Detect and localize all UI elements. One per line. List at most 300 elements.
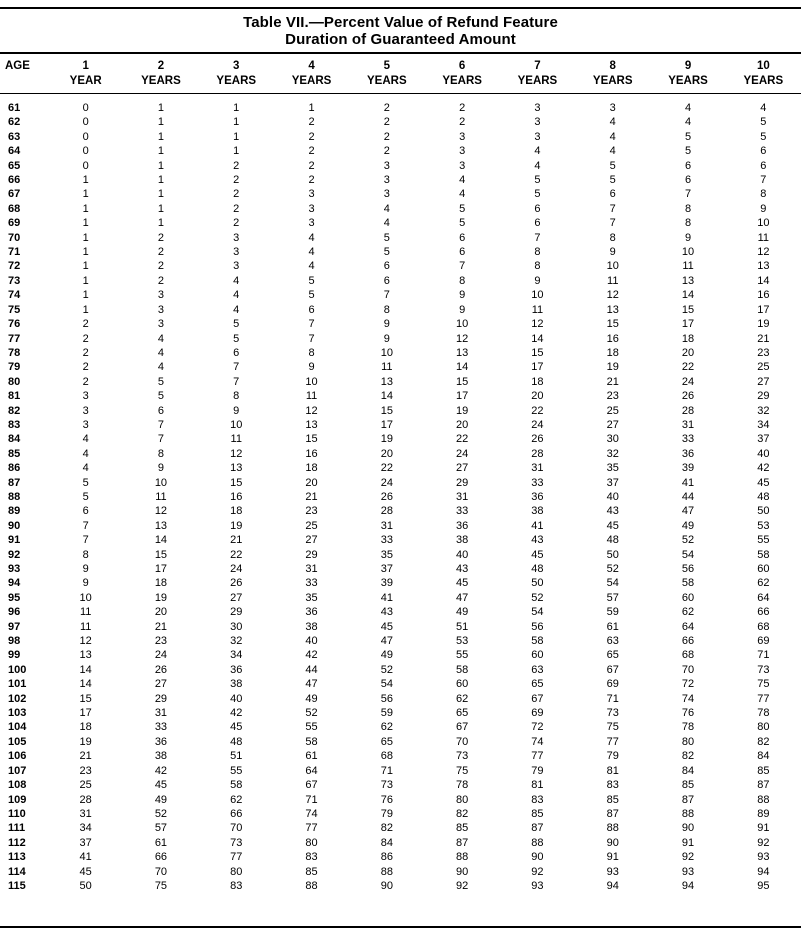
value-cell: 2 (383, 102, 390, 114)
table-row (0, 418, 801, 432)
value-cell: 1 (82, 289, 89, 302)
table-row (0, 274, 801, 288)
age-cell: 65 (8, 159, 21, 172)
value-cell: 5 (684, 145, 692, 158)
value-cell: 17 (380, 418, 393, 431)
column-header-number: 3 (233, 59, 240, 72)
value-cell: 6 (760, 145, 767, 158)
column-header-unit: YEARS (743, 74, 784, 87)
value-cell: 15 (305, 433, 318, 446)
value-cell: 79 (380, 807, 393, 820)
value-cell: 15 (380, 404, 393, 417)
age-cell: 98 (8, 635, 21, 648)
value-cell: 4 (82, 462, 89, 475)
value-cell: 58 (681, 577, 695, 590)
value-cell: 8 (534, 246, 541, 259)
value-cell: 48 (531, 563, 544, 575)
value-cell: 29 (230, 606, 243, 619)
value-cell: 48 (606, 534, 619, 547)
value-cell: 8 (233, 390, 240, 403)
value-cell: 35 (305, 591, 318, 604)
value-cell: 20 (305, 476, 318, 489)
value-cell: 83 (230, 879, 243, 892)
value-cell: 77 (606, 735, 619, 748)
value-cell: 10 (79, 591, 92, 604)
value-cell: 93 (606, 865, 619, 878)
value-cell: 45 (757, 476, 770, 489)
value-cell: 4 (157, 332, 164, 345)
value-cell: 92 (757, 836, 770, 849)
value-cell: 84 (757, 750, 770, 763)
value-cell: 91 (757, 822, 770, 835)
value-cell: 7 (383, 289, 390, 302)
table-row (0, 865, 801, 879)
value-cell: 6 (684, 159, 692, 172)
table-row (0, 130, 801, 144)
column-header-unit: YEARS (216, 74, 257, 87)
value-cell: 13 (154, 519, 168, 532)
age-cell: 102 (8, 692, 27, 705)
value-cell: 24 (230, 563, 243, 575)
column-header-number: 2 (157, 59, 165, 72)
value-cell: 0 (82, 159, 89, 172)
age-cell: 93 (8, 563, 21, 575)
value-cell: 4 (82, 447, 89, 460)
value-cell: 50 (79, 879, 92, 892)
value-cell: 31 (79, 807, 92, 820)
duration-column-header (349, 54, 424, 94)
value-cell: 22 (230, 548, 243, 561)
table-row (0, 404, 801, 418)
value-cell: 1 (308, 102, 315, 114)
age-cell: 107 (8, 764, 27, 777)
value-cell: 12 (230, 447, 243, 460)
value-cell: 4 (82, 433, 89, 446)
table-row (0, 504, 801, 518)
value-cell: 90 (456, 865, 469, 878)
age-cell: 89 (8, 505, 21, 518)
value-cell: 2 (82, 361, 89, 374)
value-cell: 3 (308, 217, 315, 230)
value-cell: 2 (308, 130, 315, 143)
value-cell: 53 (757, 519, 770, 532)
value-cell: 4 (233, 274, 240, 287)
value-cell: 56 (531, 620, 544, 633)
value-cell: 15 (606, 318, 619, 331)
value-cell: 13 (757, 260, 770, 273)
value-cell: 22 (531, 404, 544, 417)
value-cell: 6 (684, 174, 692, 187)
value-cell: 81 (606, 764, 619, 777)
value-cell: 6 (157, 404, 164, 417)
value-cell: 92 (531, 865, 544, 878)
value-cell: 6 (459, 246, 466, 259)
value-cell: 1 (157, 145, 164, 158)
column-header-unit: YEARS (517, 74, 558, 87)
value-cell: 2 (82, 318, 89, 331)
value-cell: 5 (308, 289, 315, 302)
value-cell: 2 (308, 174, 315, 187)
value-cell: 8 (609, 231, 616, 244)
value-cell: 55 (305, 721, 318, 734)
value-cell: 36 (305, 606, 318, 619)
value-cell: 15 (456, 375, 469, 388)
value-cell: 9 (383, 318, 390, 331)
table-row (0, 778, 801, 792)
value-cell: 70 (456, 735, 469, 748)
value-cell: 18 (154, 577, 168, 590)
value-cell: 2 (308, 159, 315, 172)
table-row (0, 836, 801, 850)
table-row (0, 562, 801, 576)
value-cell: 52 (606, 563, 619, 575)
value-cell: 41 (681, 476, 695, 489)
value-cell: 22 (380, 462, 393, 475)
value-cell: 4 (459, 188, 466, 201)
value-cell: 1 (157, 202, 164, 215)
value-cell: 4 (308, 231, 315, 244)
value-cell: 63 (531, 663, 544, 676)
value-cell: 12 (154, 505, 168, 518)
value-cell: 5 (684, 130, 692, 143)
value-cell: 5 (534, 188, 541, 201)
value-cell: 23 (154, 635, 168, 648)
value-cell: 10 (230, 418, 243, 431)
value-cell: 19 (154, 591, 168, 604)
value-cell: 62 (681, 606, 695, 619)
value-cell: 47 (456, 591, 469, 604)
top-rule (0, 7, 801, 9)
refund-feature-table (0, 54, 801, 894)
value-cell: 24 (681, 375, 695, 388)
value-cell: 5 (82, 490, 89, 503)
value-cell: 12 (79, 635, 92, 648)
table-row (0, 850, 801, 864)
value-cell: 78 (681, 721, 695, 734)
value-cell: 43 (456, 563, 469, 575)
value-cell: 94 (757, 865, 770, 878)
value-cell: 79 (531, 764, 544, 777)
value-cell: 37 (606, 476, 619, 489)
table-row (0, 807, 801, 821)
age-cell: 63 (8, 130, 21, 143)
value-cell: 17 (456, 390, 469, 403)
value-cell: 2 (383, 130, 390, 143)
value-cell: 81 (531, 779, 544, 792)
table-row (0, 663, 801, 677)
value-cell: 76 (681, 707, 695, 720)
value-cell: 6 (534, 217, 541, 230)
age-cell: 110 (8, 807, 26, 820)
value-cell: 9 (82, 563, 89, 575)
value-cell: 88 (456, 851, 469, 864)
value-cell: 5 (233, 332, 240, 345)
value-cell: 52 (681, 534, 695, 547)
age-cell: 90 (8, 519, 21, 532)
table-row (0, 375, 801, 389)
value-cell: 60 (456, 678, 469, 691)
value-cell: 9 (157, 462, 164, 475)
value-cell: 3 (233, 231, 240, 244)
value-cell: 2 (157, 231, 164, 244)
value-cell: 25 (757, 361, 770, 374)
value-cell: 1 (82, 217, 89, 230)
table-row (0, 216, 801, 230)
value-cell: 76 (380, 793, 393, 806)
value-cell: 51 (230, 750, 243, 763)
value-cell: 67 (305, 779, 318, 792)
value-cell: 35 (606, 462, 619, 475)
value-cell: 3 (459, 145, 466, 158)
value-cell: 9 (760, 202, 767, 215)
value-cell: 1 (157, 159, 164, 172)
value-cell: 8 (684, 217, 692, 230)
value-cell: 4 (157, 346, 164, 359)
value-cell: 57 (606, 591, 619, 604)
value-cell: 88 (531, 836, 544, 849)
value-cell: 14 (456, 361, 469, 374)
value-cell: 19 (230, 519, 243, 532)
table-row (0, 115, 801, 129)
age-cell: 106 (8, 750, 27, 763)
value-cell: 80 (305, 836, 318, 849)
value-cell: 6 (82, 505, 89, 518)
value-cell: 5 (760, 130, 767, 143)
table-row (0, 303, 801, 317)
table-row (0, 461, 801, 475)
value-cell: 34 (757, 418, 770, 431)
value-cell: 48 (757, 490, 770, 503)
value-cell: 67 (606, 663, 619, 676)
value-cell: 3 (233, 246, 240, 259)
value-cell: 11 (79, 620, 92, 633)
value-cell: 10 (154, 476, 168, 489)
value-cell: 61 (305, 750, 318, 763)
value-cell: 61 (606, 620, 619, 633)
value-cell: 2 (308, 116, 315, 129)
value-cell: 27 (305, 534, 318, 547)
value-cell: 39 (681, 462, 695, 475)
value-cell: 4 (760, 102, 767, 114)
value-cell: 20 (380, 447, 393, 460)
table-row (0, 447, 801, 461)
value-cell: 1 (233, 102, 240, 114)
value-cell: 32 (230, 635, 243, 648)
table-row (0, 620, 801, 634)
column-header-unit: YEARS (442, 74, 482, 87)
value-cell: 84 (380, 836, 393, 849)
value-cell: 34 (79, 822, 92, 835)
duration-column-header (575, 54, 650, 94)
value-cell: 8 (534, 260, 541, 273)
value-cell: 60 (681, 591, 695, 604)
value-cell: 85 (305, 865, 318, 878)
value-cell: 11 (305, 390, 318, 403)
value-cell: 2 (233, 188, 240, 201)
value-cell: 8 (383, 303, 390, 316)
value-cell: 13 (79, 649, 92, 662)
value-cell: 51 (456, 620, 469, 633)
value-cell: 1 (82, 260, 89, 273)
value-cell: 33 (456, 505, 469, 518)
value-cell: 17 (757, 303, 770, 316)
value-cell: 26 (154, 663, 168, 676)
value-cell: 11 (230, 433, 242, 446)
value-cell: 4 (609, 145, 616, 158)
value-cell: 42 (305, 649, 318, 662)
age-cell: 86 (8, 462, 21, 475)
duration-column-header (424, 54, 499, 94)
value-cell: 10 (456, 318, 469, 331)
value-cell: 45 (531, 548, 544, 561)
value-cell: 36 (531, 490, 544, 503)
value-cell: 54 (380, 678, 393, 691)
value-cell: 88 (757, 793, 770, 806)
age-cell: 64 (8, 145, 21, 158)
duration-column-header (650, 54, 725, 94)
value-cell: 95 (757, 879, 770, 892)
value-cell: 24 (531, 418, 544, 431)
age-cell: 95 (8, 591, 21, 604)
value-cell: 13 (380, 375, 393, 388)
value-cell: 87 (456, 836, 469, 849)
value-cell: 31 (531, 462, 544, 475)
value-cell: 9 (534, 274, 541, 287)
value-cell: 30 (606, 433, 619, 446)
column-header-unit: YEARS (141, 74, 181, 87)
value-cell: 66 (154, 851, 168, 864)
value-cell: 21 (230, 534, 243, 547)
age-cell: 104 (8, 721, 27, 734)
column-header-number: 4 (308, 59, 315, 72)
table-row (0, 548, 801, 562)
column-header-unit: YEARS (668, 74, 708, 87)
age-cell: 68 (8, 202, 21, 215)
value-cell: 14 (681, 289, 695, 302)
value-cell: 3 (157, 303, 164, 316)
value-cell: 32 (757, 404, 770, 417)
bottom-rule (0, 926, 801, 928)
value-cell: 7 (157, 433, 164, 446)
value-cell: 33 (154, 721, 168, 734)
value-cell: 38 (154, 750, 168, 763)
column-header-number: 9 (684, 59, 692, 72)
value-cell: 37 (757, 433, 770, 446)
value-cell: 27 (456, 462, 469, 475)
value-cell: 6 (308, 303, 315, 316)
value-cell: 62 (456, 692, 469, 705)
value-cell: 55 (230, 764, 243, 777)
value-cell: 15 (154, 548, 168, 561)
value-cell: 41 (79, 851, 92, 864)
table-row (0, 259, 801, 273)
value-cell: 7 (308, 318, 315, 331)
value-cell: 42 (154, 764, 168, 777)
value-cell: 59 (606, 606, 619, 619)
age-cell: 74 (8, 289, 21, 302)
value-cell: 70 (681, 663, 695, 676)
value-cell: 2 (459, 102, 466, 114)
table-row (0, 519, 801, 533)
value-cell: 8 (684, 202, 692, 215)
value-cell: 13 (681, 274, 695, 287)
value-cell: 88 (305, 879, 318, 892)
age-cell: 92 (8, 548, 21, 561)
value-cell: 69 (606, 678, 619, 691)
table-row (0, 360, 801, 374)
value-cell: 11 (757, 231, 770, 244)
value-cell: 6 (534, 202, 541, 215)
value-cell: 7 (82, 519, 89, 532)
value-cell: 28 (79, 793, 92, 806)
value-cell: 9 (383, 332, 390, 345)
value-cell: 53 (456, 635, 469, 648)
value-cell: 54 (681, 548, 695, 561)
value-cell: 68 (757, 620, 770, 633)
value-cell: 93 (757, 851, 770, 864)
value-cell: 88 (681, 807, 695, 820)
value-cell: 21 (305, 490, 318, 503)
value-cell: 71 (305, 793, 318, 806)
value-cell: 8 (308, 346, 315, 359)
value-cell: 17 (154, 563, 168, 575)
value-cell: 88 (380, 865, 393, 878)
value-cell: 2 (233, 159, 240, 172)
value-cell: 8 (82, 548, 89, 561)
age-column-header: AGE (0, 54, 48, 94)
column-header-unit: YEAR (69, 74, 102, 87)
age-cell: 97 (8, 620, 21, 633)
value-cell: 92 (681, 851, 695, 864)
value-cell: 24 (154, 649, 168, 662)
value-cell: 4 (383, 202, 390, 215)
value-cell: 16 (230, 490, 243, 503)
table-header (0, 54, 801, 94)
value-cell: 13 (606, 303, 619, 316)
duration-column-header (123, 54, 198, 94)
value-cell: 52 (305, 707, 318, 720)
value-cell: 3 (233, 260, 240, 273)
value-cell: 66 (757, 606, 770, 619)
value-cell: 48 (230, 735, 243, 748)
value-cell: 3 (383, 188, 390, 201)
value-cell: 72 (531, 721, 544, 734)
value-cell: 36 (154, 735, 168, 748)
table-body (0, 93, 801, 893)
value-cell: 6 (459, 231, 466, 244)
value-cell: 1 (233, 116, 240, 129)
age-cell: 62 (8, 116, 21, 129)
value-cell: 41 (380, 591, 393, 604)
value-cell: 43 (531, 534, 544, 547)
value-cell: 2 (459, 116, 466, 129)
value-cell: 15 (531, 346, 544, 359)
value-cell: 4 (383, 217, 390, 230)
value-cell: 20 (681, 346, 695, 359)
value-cell: 5 (157, 375, 164, 388)
duration-column-header (726, 54, 801, 94)
value-cell: 6 (383, 274, 390, 287)
value-cell: 64 (757, 591, 770, 604)
value-cell: 14 (757, 274, 770, 287)
value-cell: 50 (757, 505, 770, 518)
table-row (0, 245, 801, 259)
age-cell: 84 (8, 433, 21, 446)
value-cell: 23 (79, 764, 92, 777)
value-cell: 2 (82, 375, 89, 388)
value-cell: 66 (230, 807, 243, 820)
value-cell: 4 (459, 174, 466, 187)
